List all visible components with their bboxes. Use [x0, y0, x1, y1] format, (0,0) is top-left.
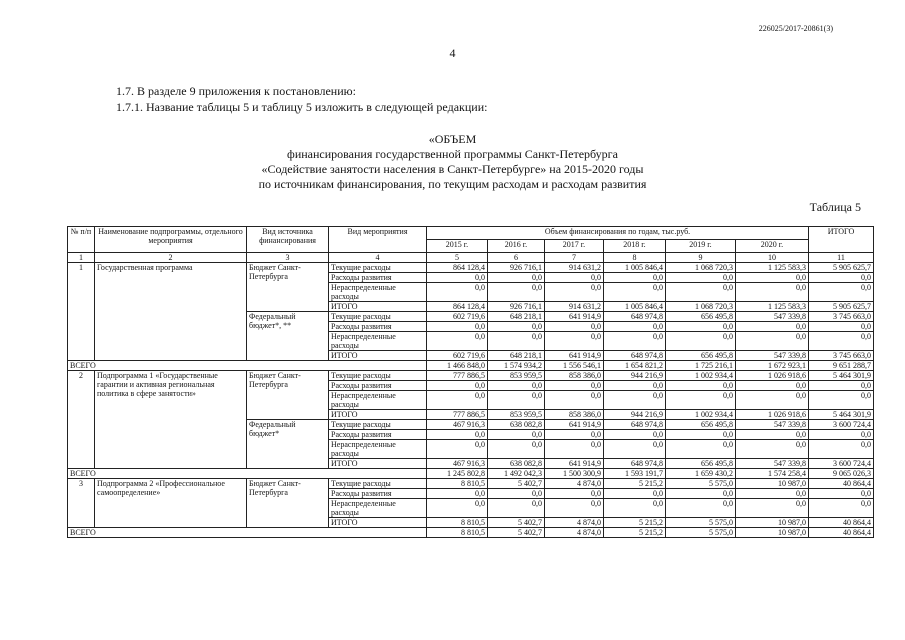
value-cell: 10 987,0 — [736, 518, 809, 528]
value-cell: 0,0 — [545, 283, 604, 302]
value-cell: 648 974,8 — [604, 420, 666, 430]
column-number: 6 — [488, 253, 545, 263]
table-label: Таблица 5 — [809, 200, 861, 214]
column-number: 4 — [329, 253, 427, 263]
value-cell: 0,0 — [427, 381, 488, 391]
value-cell: 641 914,9 — [545, 459, 604, 469]
value-cell: 0,0 — [604, 499, 666, 518]
value-cell: 8 810,5 — [427, 479, 488, 489]
value-cell: 0,0 — [545, 332, 604, 351]
value-cell: 5 464 301,9 — [809, 410, 874, 420]
column-number: 2 — [95, 253, 247, 263]
value-cell: 0,0 — [809, 499, 874, 518]
value-cell: 0,0 — [604, 322, 666, 332]
column-number: 8 — [604, 253, 666, 263]
value-cell: 0,0 — [427, 489, 488, 499]
value-cell: 3 745 663,0 — [809, 351, 874, 361]
value-cell: 944 216,9 — [604, 371, 666, 381]
program-number: 1 — [68, 263, 95, 361]
value-cell: 0,0 — [666, 322, 736, 332]
value-cell: 0,0 — [604, 283, 666, 302]
value-cell: 1 068 720,3 — [666, 302, 736, 312]
total-label: ВСЕГО — [68, 528, 427, 538]
value-cell: 40 864,4 — [809, 518, 874, 528]
total-cell: 1 574 934,2 — [488, 361, 545, 371]
value-cell: 638 082,8 — [488, 459, 545, 469]
value-cell: 0,0 — [736, 391, 809, 410]
value-cell: 0,0 — [736, 440, 809, 459]
program-name: Подпрограмма 2 «Профессиональное самоопределение» — [95, 479, 247, 528]
value-cell: 0,0 — [666, 489, 736, 499]
value-cell: 777 886,5 — [427, 410, 488, 420]
funding-source: Бюджет Санкт-Петербурга — [247, 479, 329, 528]
value-cell: 5 905 625,7 — [809, 263, 874, 273]
expense-type: ИТОГО — [329, 302, 427, 312]
header-year: 2017 г. — [545, 240, 604, 253]
expense-type: Расходы развития — [329, 322, 427, 332]
total-cell: 4 874,0 — [545, 528, 604, 538]
value-cell: 0,0 — [666, 283, 736, 302]
total-cell: 5 215,2 — [604, 528, 666, 538]
title-line: финансирования государственной программы Санкт-Петербурга — [287, 147, 618, 161]
total-cell: 1 574 258,4 — [736, 469, 809, 479]
value-cell: 0,0 — [736, 283, 809, 302]
value-cell: 0,0 — [545, 273, 604, 283]
value-cell: 3 600 724,4 — [809, 459, 874, 469]
value-cell: 0,0 — [666, 440, 736, 459]
paragraph-2: 1.7.1. Название таблицы 5 и таблицу 5 изложить в следующей редакции: — [116, 100, 488, 114]
value-cell: 641 914,9 — [545, 351, 604, 361]
value-cell: 0,0 — [488, 430, 545, 440]
value-cell: 1 005 846,4 — [604, 302, 666, 312]
value-cell: 602 719,6 — [427, 351, 488, 361]
expense-type: Текущие расходы — [329, 263, 427, 273]
value-cell: 0,0 — [809, 332, 874, 351]
value-cell: 10 987,0 — [736, 479, 809, 489]
value-cell: 0,0 — [604, 440, 666, 459]
header-year: 2018 г. — [604, 240, 666, 253]
value-cell: 1 026 918,6 — [736, 371, 809, 381]
header-volume: Объем финансирования по годам, тыс.руб. — [427, 227, 809, 240]
value-cell: 40 864,4 — [809, 479, 874, 489]
value-cell: 0,0 — [604, 430, 666, 440]
column-number: 7 — [545, 253, 604, 263]
value-cell: 0,0 — [604, 273, 666, 283]
expense-type: Нераспределенные расходы — [329, 391, 427, 410]
total-cell: 9 651 288,7 — [809, 361, 874, 371]
value-cell: 853 959,5 — [488, 410, 545, 420]
expense-type: Нераспределенные расходы — [329, 440, 427, 459]
expense-type: Текущие расходы — [329, 312, 427, 322]
value-cell: 0,0 — [666, 273, 736, 283]
value-cell: 0,0 — [736, 381, 809, 391]
value-cell: 5 215,2 — [604, 479, 666, 489]
value-cell: 0,0 — [545, 499, 604, 518]
table-body — [68, 263, 874, 538]
total-cell: 1 500 300,9 — [545, 469, 604, 479]
header-year: 2015 г. — [427, 240, 488, 253]
value-cell: 853 959,5 — [488, 371, 545, 381]
expense-type: Расходы развития — [329, 381, 427, 391]
value-cell: 926 716,1 — [488, 302, 545, 312]
value-cell: 656 495,8 — [666, 351, 736, 361]
value-cell: 0,0 — [604, 332, 666, 351]
header-total: ИТОГО — [809, 227, 874, 253]
value-cell: 0,0 — [736, 322, 809, 332]
header-name: Наименование подпрограммы, отдельного мероприятия — [95, 227, 247, 253]
value-cell: 1 002 934,4 — [666, 410, 736, 420]
value-cell: 0,0 — [427, 322, 488, 332]
value-cell: 648 218,1 — [488, 312, 545, 322]
value-cell: 656 495,8 — [666, 420, 736, 430]
value-cell: 0,0 — [809, 283, 874, 302]
column-number: 5 — [427, 253, 488, 263]
value-cell: 4 874,0 — [545, 479, 604, 489]
program-number: 3 — [68, 479, 95, 528]
value-cell: 0,0 — [809, 489, 874, 499]
value-cell: 0,0 — [427, 440, 488, 459]
value-cell: 648 974,8 — [604, 351, 666, 361]
value-cell: 858 386,0 — [545, 410, 604, 420]
expense-type: Нераспределенные расходы — [329, 332, 427, 351]
value-cell: 0,0 — [427, 430, 488, 440]
total-cell: 1 492 042,3 — [488, 469, 545, 479]
value-cell: 1 005 846,4 — [604, 263, 666, 273]
funding-source: Федеральный бюджет* — [247, 420, 329, 469]
funding-source: Бюджет Санкт-Петербурга — [247, 371, 329, 420]
value-cell: 8 810,5 — [427, 518, 488, 528]
value-cell: 0,0 — [488, 322, 545, 332]
value-cell: 1 125 583,3 — [736, 302, 809, 312]
value-cell: 0,0 — [545, 391, 604, 410]
expense-type: ИТОГО — [329, 351, 427, 361]
expense-type: Нераспределенные расходы — [329, 499, 427, 518]
table-row — [68, 479, 874, 489]
value-cell: 0,0 — [427, 332, 488, 351]
value-cell: 0,0 — [736, 332, 809, 351]
value-cell: 0,0 — [604, 489, 666, 499]
value-cell: 0,0 — [427, 273, 488, 283]
value-cell: 1 125 583,3 — [736, 263, 809, 273]
value-cell: 0,0 — [488, 391, 545, 410]
expense-type: Текущие расходы — [329, 420, 427, 430]
value-cell: 0,0 — [545, 381, 604, 391]
total-cell: 1 654 821,2 — [604, 361, 666, 371]
value-cell: 547 339,8 — [736, 351, 809, 361]
total-cell: 1 466 848,0 — [427, 361, 488, 371]
funding-source: Бюджет Санкт-Петербурга — [247, 263, 329, 312]
value-cell: 467 916,3 — [427, 420, 488, 430]
value-cell: 0,0 — [545, 440, 604, 459]
value-cell: 0,0 — [809, 273, 874, 283]
total-cell: 40 864,4 — [809, 528, 874, 538]
total-row — [68, 361, 874, 371]
title-line: «ОБЪЕМ — [428, 132, 477, 146]
value-cell: 0,0 — [666, 430, 736, 440]
total-cell: 8 810,5 — [427, 528, 488, 538]
header-year: 2020 г. — [736, 240, 809, 253]
value-cell: 0,0 — [427, 283, 488, 302]
total-cell: 1 556 546,1 — [545, 361, 604, 371]
value-cell: 0,0 — [604, 391, 666, 410]
value-cell: 864 128,4 — [427, 302, 488, 312]
value-cell: 914 631,2 — [545, 302, 604, 312]
header-year: 2016 г. — [488, 240, 545, 253]
document-id: 226025/2017-20861(3) — [758, 24, 833, 33]
expense-type: ИТОГО — [329, 459, 427, 469]
expense-type: ИТОГО — [329, 518, 427, 528]
value-cell: 0,0 — [666, 391, 736, 410]
value-cell: 0,0 — [736, 489, 809, 499]
value-cell: 0,0 — [809, 322, 874, 332]
value-cell: 0,0 — [809, 381, 874, 391]
expense-type: ИТОГО — [329, 410, 427, 420]
value-cell: 0,0 — [666, 499, 736, 518]
value-cell: 547 339,8 — [736, 459, 809, 469]
value-cell: 0,0 — [604, 381, 666, 391]
value-cell: 0,0 — [666, 332, 736, 351]
total-cell: 1 245 802,8 — [427, 469, 488, 479]
value-cell: 0,0 — [488, 273, 545, 283]
program-name: Подпрограмма 1 «Государственные гарантии и активная региональная политика в сфере занятости» — [95, 371, 247, 469]
value-cell: 5 575,0 — [666, 518, 736, 528]
total-cell: 9 065 026,3 — [809, 469, 874, 479]
total-cell: 5 402,7 — [488, 528, 545, 538]
value-cell: 926 716,1 — [488, 263, 545, 273]
value-cell: 0,0 — [488, 283, 545, 302]
expense-type: Расходы развития — [329, 430, 427, 440]
value-cell: 5 215,2 — [604, 518, 666, 528]
value-cell: 0,0 — [809, 430, 874, 440]
value-cell: 641 914,9 — [545, 312, 604, 322]
header-type: Вид мероприятия — [329, 227, 427, 253]
value-cell: 0,0 — [545, 489, 604, 499]
value-cell: 858 386,0 — [545, 371, 604, 381]
expense-type: Расходы развития — [329, 489, 427, 499]
header-year: 2019 г. — [666, 240, 736, 253]
value-cell: 5 575,0 — [666, 479, 736, 489]
expense-type: Текущие расходы — [329, 479, 427, 489]
total-cell: 1 672 923,1 — [736, 361, 809, 371]
expense-type: Расходы развития — [329, 273, 427, 283]
column-number: 1 — [68, 253, 95, 263]
value-cell: 547 339,8 — [736, 420, 809, 430]
value-cell: 5 402,7 — [488, 518, 545, 528]
value-cell: 3 745 663,0 — [809, 312, 874, 322]
value-cell: 914 631,2 — [545, 263, 604, 273]
header-num: № п/п — [68, 227, 95, 253]
total-cell: 1 659 430,2 — [666, 469, 736, 479]
table-title — [0, 132, 905, 192]
value-cell: 0,0 — [545, 322, 604, 332]
total-row — [68, 528, 874, 538]
value-cell: 0,0 — [809, 440, 874, 459]
page-number: 4 — [449, 46, 456, 60]
value-cell: 0,0 — [427, 499, 488, 518]
value-cell: 4 874,0 — [545, 518, 604, 528]
column-number: 11 — [809, 253, 874, 263]
value-cell: 602 719,6 — [427, 312, 488, 322]
value-cell: 777 886,5 — [427, 371, 488, 381]
funding-source: Федеральный бюджет*, ** — [247, 312, 329, 361]
header-source: Вид источника финансирования — [247, 227, 329, 253]
value-cell: 1 002 934,4 — [666, 371, 736, 381]
total-cell: 1 593 191,7 — [604, 469, 666, 479]
value-cell: 0,0 — [488, 440, 545, 459]
expense-type: Нераспределенные расходы — [329, 283, 427, 302]
value-cell: 0,0 — [736, 273, 809, 283]
title-line: «Содействие занятости населения в Санкт-Петербурге» на 2015-2020 годы — [261, 162, 644, 176]
value-cell: 0,0 — [736, 430, 809, 440]
program-name: Государственная программа — [95, 263, 247, 361]
value-cell: 547 339,8 — [736, 312, 809, 322]
value-cell: 0,0 — [488, 489, 545, 499]
column-numbers-row — [68, 253, 874, 263]
value-cell: 467 916,3 — [427, 459, 488, 469]
value-cell: 638 082,8 — [488, 420, 545, 430]
value-cell: 0,0 — [427, 391, 488, 410]
expense-type: Текущие расходы — [329, 371, 427, 381]
value-cell: 641 914,9 — [545, 420, 604, 430]
title-line: по источникам финансирования, по текущим расходам и расходам развития — [258, 177, 647, 191]
value-cell: 648 974,8 — [604, 312, 666, 322]
value-cell: 5 402,7 — [488, 479, 545, 489]
value-cell: 0,0 — [736, 499, 809, 518]
column-number: 10 — [736, 253, 809, 263]
total-label: ВСЕГО — [68, 469, 427, 479]
value-cell: 0,0 — [488, 499, 545, 518]
total-row — [68, 469, 874, 479]
column-number: 9 — [666, 253, 736, 263]
total-label: ВСЕГО — [68, 361, 427, 371]
value-cell: 5 464 301,9 — [809, 371, 874, 381]
paragraph-1: 1.7. В разделе 9 приложения к постановлению: — [116, 84, 356, 98]
column-number: 3 — [247, 253, 329, 263]
total-cell: 1 725 216,1 — [666, 361, 736, 371]
value-cell: 0,0 — [666, 381, 736, 391]
total-cell: 10 987,0 — [736, 528, 809, 538]
table-row — [68, 371, 874, 381]
value-cell: 0,0 — [488, 332, 545, 351]
table-row — [68, 263, 874, 273]
value-cell: 0,0 — [488, 381, 545, 391]
total-cell: 5 575,0 — [666, 528, 736, 538]
value-cell: 648 974,8 — [604, 459, 666, 469]
value-cell: 0,0 — [545, 430, 604, 440]
value-cell: 656 495,8 — [666, 312, 736, 322]
value-cell: 0,0 — [809, 391, 874, 410]
value-cell: 864 128,4 — [427, 263, 488, 273]
value-cell: 5 905 625,7 — [809, 302, 874, 312]
value-cell: 656 495,8 — [666, 459, 736, 469]
value-cell: 1 068 720,3 — [666, 263, 736, 273]
value-cell: 3 600 724,4 — [809, 420, 874, 430]
funding-table — [67, 226, 874, 538]
value-cell: 944 216,9 — [604, 410, 666, 420]
value-cell: 648 218,1 — [488, 351, 545, 361]
value-cell: 1 026 918,6 — [736, 410, 809, 420]
program-number: 2 — [68, 371, 95, 469]
